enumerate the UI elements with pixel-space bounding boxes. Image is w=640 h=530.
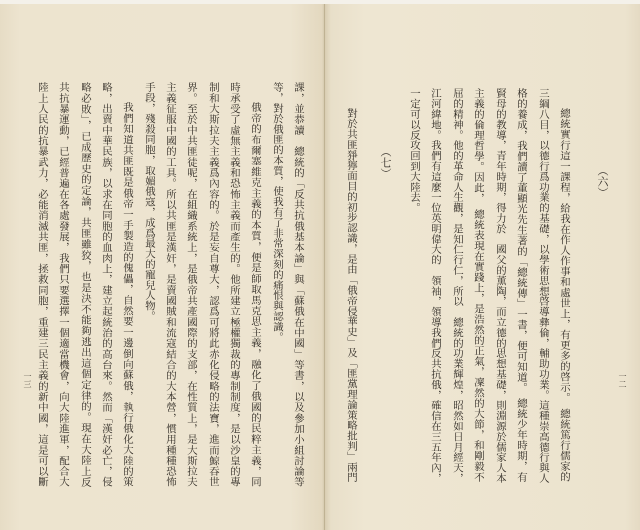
text-column: 略，出賣中華民族，以求在同胞的血肉上，建立起統治的高台來。然而「漢奸必亡，侵 <box>100 82 112 487</box>
text-column: 三綱八目，以德行爲功業的基礎，以學術思想啓導彝倫，輔助功業。這種崇高德行與人 <box>537 88 549 484</box>
section-heading-seven: （七） <box>379 146 392 179</box>
text-column: 屈的精神。他的革命人生觀，是知仁行仁，所以 總統的功業輝煌，昭然如日月經天， <box>451 88 463 484</box>
text-column: 我們知道共匪既是俄帝一手製造的傀儡，自然要一邊倒向蘇俄，執行俄化大陸的策 <box>121 102 133 487</box>
text-column: 共抗暴運動，已經普遍在各處發展，我們只要選擇一個適當機會，向大陸進軍，配合大 <box>57 82 69 487</box>
page-number-left: 一三 <box>23 372 32 388</box>
page-number-right: 一二 <box>618 372 627 388</box>
text-column: 對於共匪猙獰面目的初步認識，是由「俄帝侵華史」及「匪黨理論策略批判」兩門 <box>345 108 357 483</box>
text-column: 賢母的教導，青年時期，得力於 國父的薰陶，而立德的思想基礎，則淵源於儒家人本 <box>494 88 506 484</box>
text-column: 時承受了虛無主義和恐怖主義而產生的。他所建立極權獨裁的專制制度，是以沙皇的專 <box>228 82 240 487</box>
text-column: 俄帝的布爾塞維克主義的本質，便是師取馬克思主義，融化了俄國的民粹主義，同 <box>249 102 261 487</box>
text-column: 手段，殘殺同胞，取媚俄寇，成爲最大的寵兒人物。 <box>143 82 155 322</box>
text-column: 江河緯地。我們有這麼一位英明偉大的 領袖，領導我們反共抗俄，確信在三五年內， <box>429 88 441 484</box>
text-column: 一定可以反攻回到大陸去。 <box>408 88 420 213</box>
book-gutter <box>324 4 325 530</box>
text-column: 制和大斯拉夫主義爲內容的。於是妄自尊大，認爲可將此赤化侵略的法寶，進而鯨吞世 <box>207 82 219 487</box>
text-column: 等，對於俄匪的本質，使我有了非常深刻的痛恨與認識。 <box>271 82 283 342</box>
text-column: 課，並恭讀 總統的「反共抗俄基本論」與「蘇俄在中國」等書，以及參加小組討論等 <box>292 82 304 487</box>
text-column: 略必敗」，已成歷史的定論，共匪雖狡，也是決不能夠逃出這個定律的。現在大陸上反 <box>79 82 91 487</box>
section-heading-six: （六） <box>596 165 609 198</box>
text-column: 主義的倫理哲學。因此， 總統表現在實踐上，是浩然的正氣，凜然的大節，和剛毅不 <box>472 88 484 482</box>
text-column: 主義征服中國的工具。所以共匪是漢奸，是賣國賊和流寇結合的大本營，慣用種種恐怖 <box>164 82 176 487</box>
text-column: 陸上人民的抗暴武力，必能消滅共匪，拯救同胞，重建三民主義的新中國，這是可以斷 <box>36 82 48 487</box>
text-column: 總統實行這一課程，給我在作人作事和處世上，有更多的啓示。 總統篤行儒家的 <box>558 108 570 482</box>
text-column: 界。至於中共匪徒呢，在組織系統上，是俄帝共產國際的支部，在性質上，是大斯拉夫 <box>185 82 197 487</box>
text-column: 格的養成，我們讀了董顯光先生著的「總統傳」一書，便可知道。 總統少年時期，有 <box>515 88 527 482</box>
